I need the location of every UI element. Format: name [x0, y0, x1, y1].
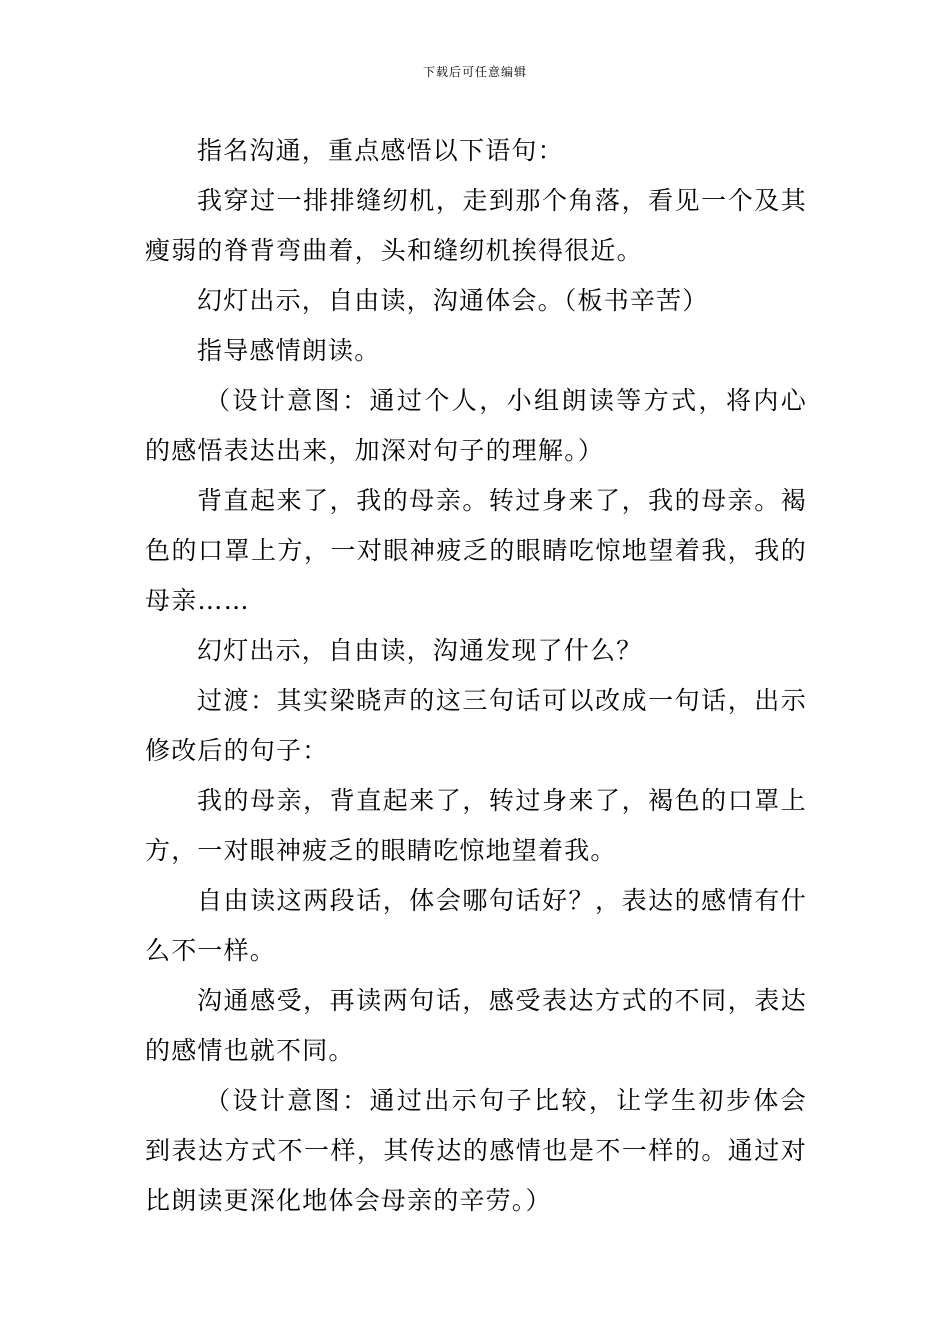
- paragraph: 我穿过一排排缝纫机，走到那个角落，看见一个及其瘦弱的脊背弯曲着，头和缝纫机挨得很近。: [145, 186, 807, 265]
- paragraph: 沟通感受，再读两句话，感受表达方式的不同，表达的感情也就不同。: [145, 986, 807, 1065]
- document-body: [145, 126, 807, 1226]
- paragraph: 指名沟通，重点感悟以下语句：: [197, 136, 564, 165]
- paragraph: 背直起来了，我的母亲。转过身来了，我的母亲。褐色的口罩上方，一对眼神疲乏的眼睛吃惊地望着我，我的母亲……: [145, 486, 807, 615]
- paragraph: 过渡：其实梁晓声的这三句话可以改成一句话，出示修改后的句子：: [145, 686, 807, 765]
- design-intent-note: （设计意图：通过出示句子比较，让学生初步体会到表达方式不一样，其传达的感情也是不一样的。通过对比朗读更深化地体会母亲的辛劳。）: [145, 1086, 807, 1215]
- paragraph: 自由读这两段话，体会哪句话好？，表达的感情有什么不一样。: [145, 886, 807, 965]
- paragraph: 幻灯出示，自由读，沟通发现了什么？: [197, 636, 643, 665]
- paragraph: 幻灯出示，自由读，沟通体会。（板书辛苦）: [197, 286, 709, 315]
- paragraph: 我的母亲，背直起来了，转过身来了，褐色的口罩上方，一对眼神疲乏的眼睛吃惊地望着我。: [145, 786, 807, 865]
- design-intent-note: （设计意图：通过个人，小组朗读等方式，将内心的感悟表达出来，加深对句子的理解。）: [145, 386, 807, 465]
- paragraph: 指导感情朗读。: [197, 336, 381, 365]
- page-header: 下载后可任意编辑: [422, 65, 527, 79]
